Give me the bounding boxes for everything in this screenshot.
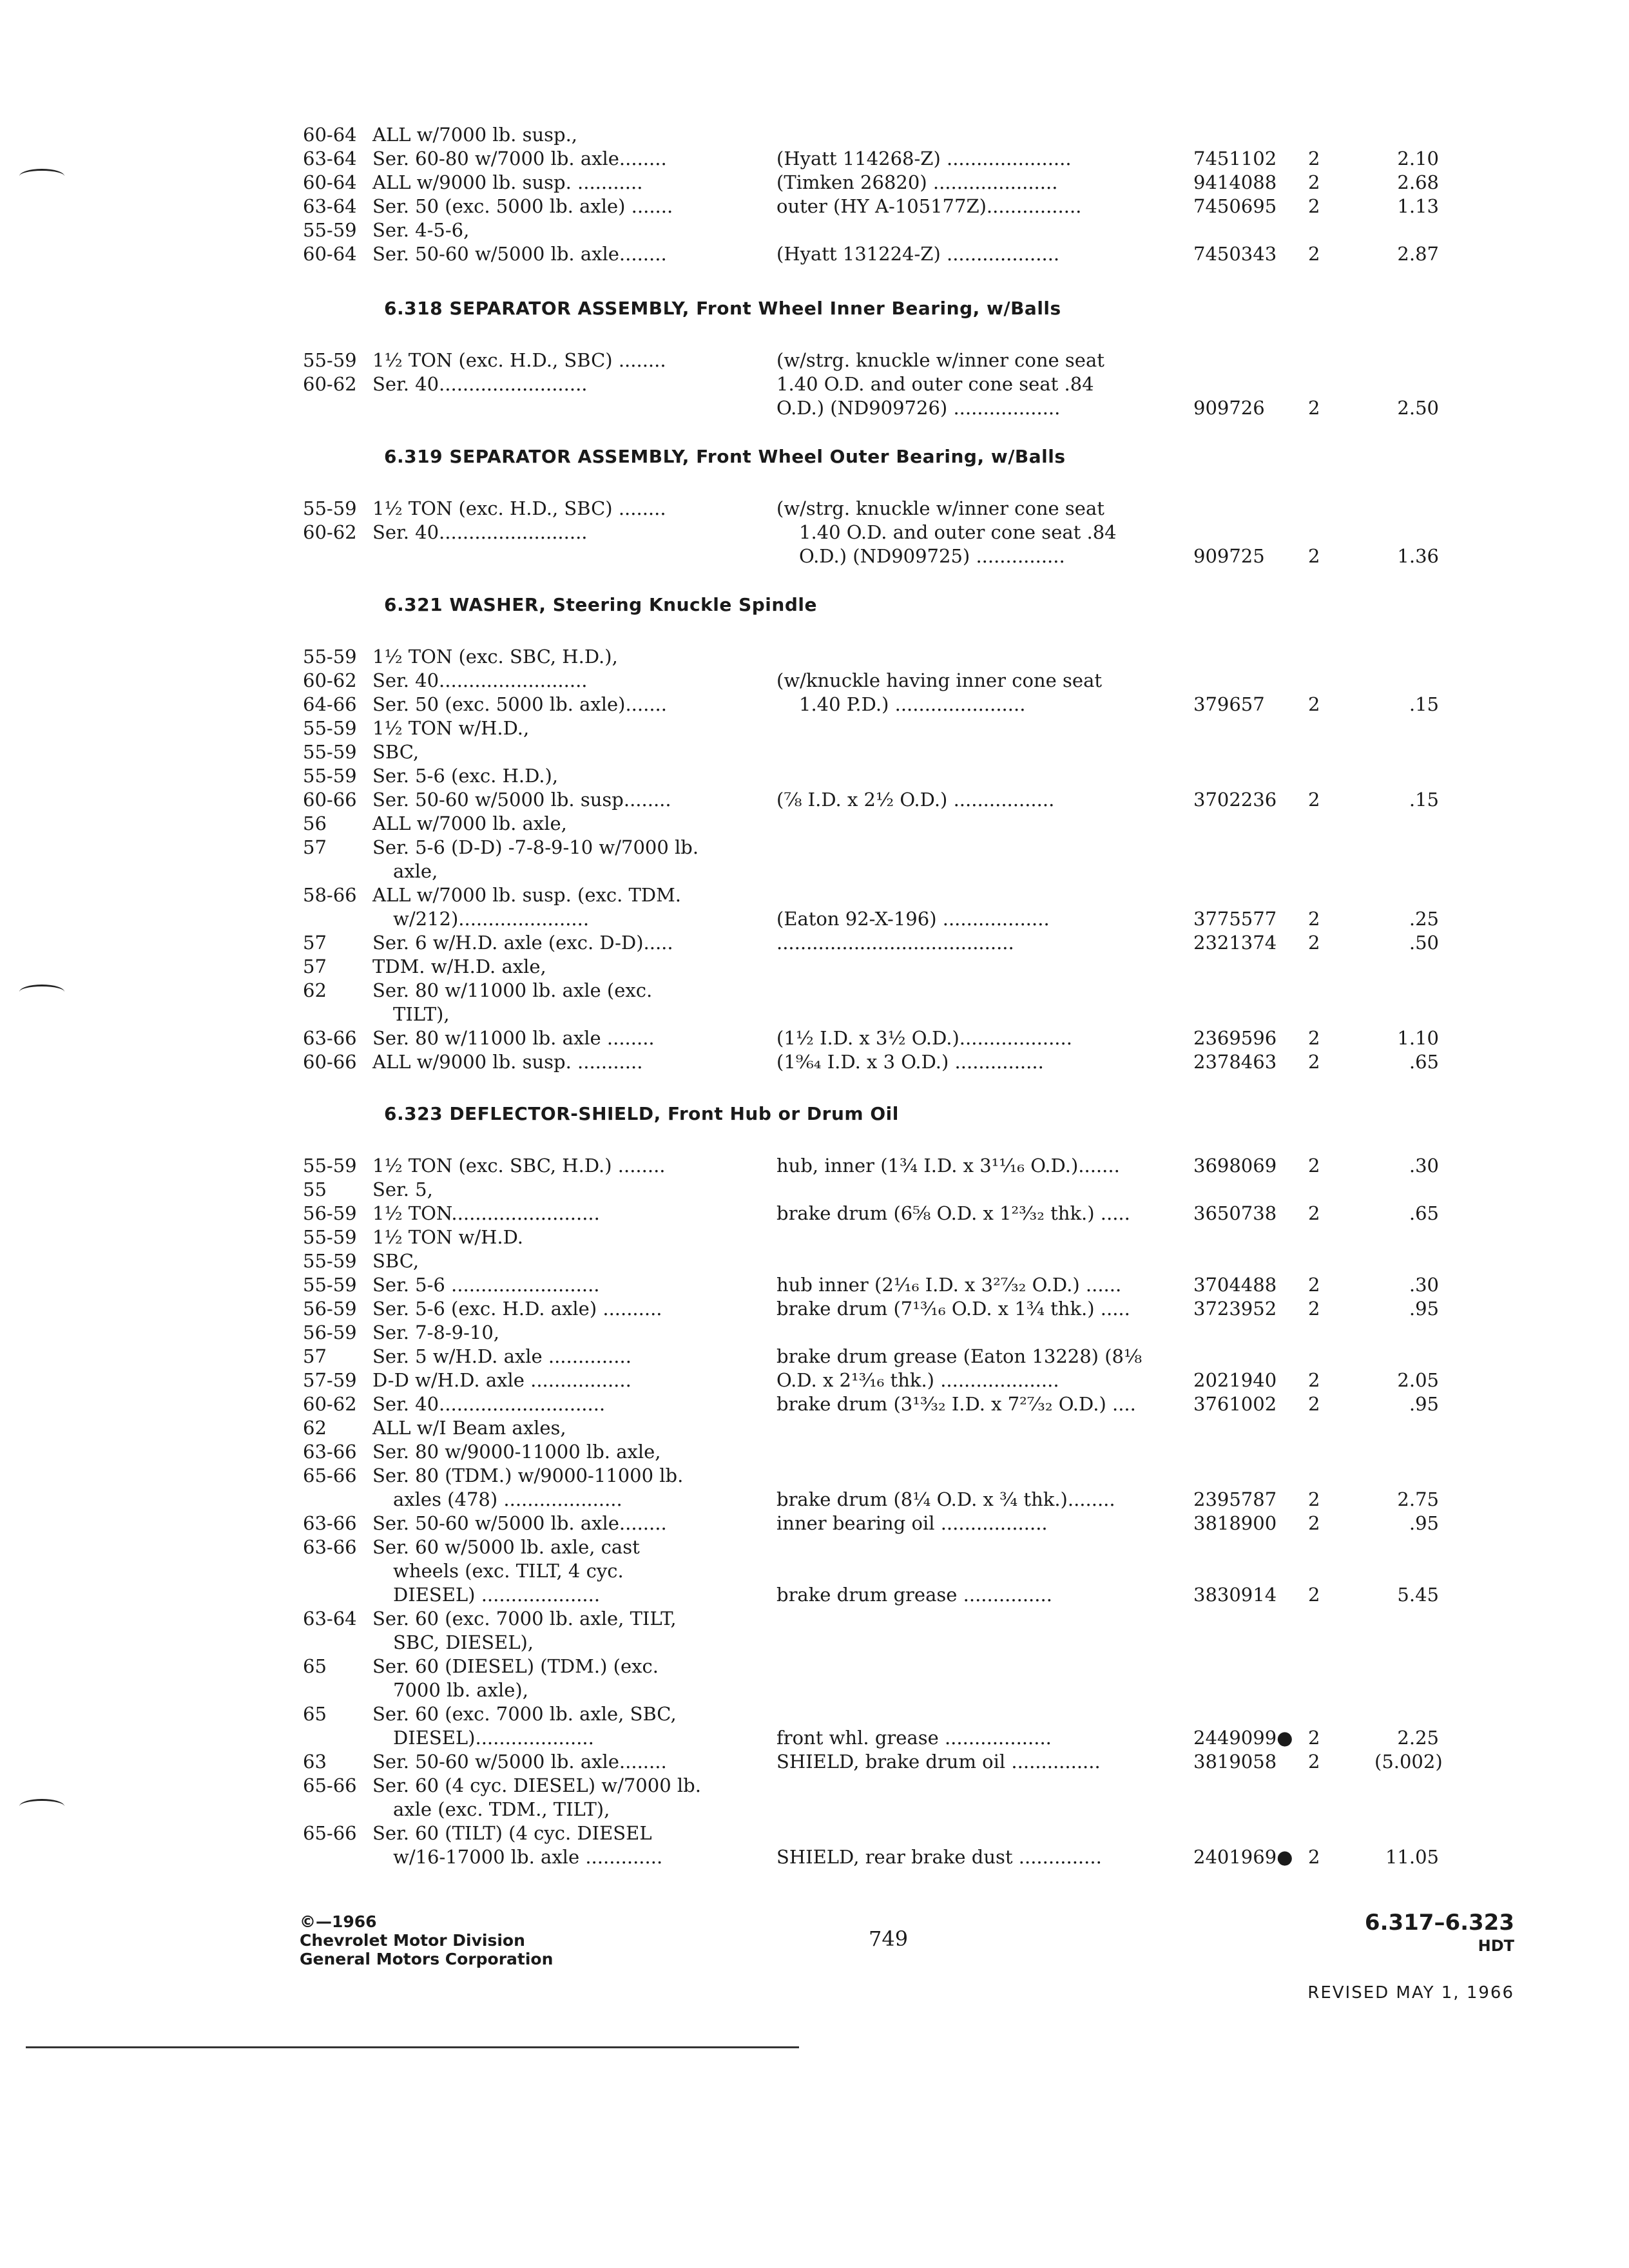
price: 2.87 (1397, 243, 1439, 265)
section-code: HDT (1478, 1937, 1514, 1955)
application: 1½ TON w/H.D. (372, 1226, 524, 1248)
revision-date: REVISED MAY 1, 1966 (1307, 1983, 1514, 2003)
table-row (0, 1702, 1629, 1726)
application: axles (478) .................... (393, 1488, 622, 1510)
table-row (0, 716, 1629, 740)
year-range: 62 (303, 979, 327, 1001)
price: 11.05 (1385, 1846, 1439, 1868)
description: O.D.) (ND909725) ............... (799, 545, 1065, 567)
quantity: 2 (1308, 1202, 1320, 1224)
year-range: 56-59 (303, 1321, 357, 1343)
year-range: 57 (303, 932, 327, 954)
year-range: 55-59 (303, 1155, 357, 1177)
table-row (0, 372, 1629, 396)
year-range: 56-59 (303, 1202, 357, 1224)
punch-hole-mark-top (19, 169, 64, 184)
description: brake drum (7¹³⁄₁₆ O.D. x 1¾ thk.) ..... (776, 1298, 1130, 1320)
section-heading: 6.323 DEFLECTOR-SHIELD, Front Hub or Drum Oil (384, 1103, 899, 1124)
table-row (0, 1392, 1629, 1416)
application: Ser. 5 w/H.D. axle .............. (372, 1345, 631, 1367)
quantity: 2 (1308, 1155, 1320, 1177)
year-range: 63-66 (303, 1512, 357, 1534)
quantity: 2 (1308, 693, 1320, 715)
year-range: 60-66 (303, 1051, 357, 1073)
application: Ser. 80 (TDM.) w/9000-11000 lb. (372, 1465, 684, 1486)
quantity: 2 (1308, 1369, 1320, 1391)
price: .95 (1409, 1393, 1439, 1415)
application: axle, (393, 860, 438, 882)
year-range: 55-59 (303, 741, 357, 763)
table-row (0, 1177, 1629, 1202)
description: hub, inner (1¾ I.D. x 3¹¹⁄₁₆ O.D.)....... (776, 1155, 1120, 1177)
application: ALL w/7000 lb. susp., (372, 124, 578, 146)
price: 2.05 (1397, 1369, 1439, 1391)
year-range: 55-59 (303, 765, 357, 787)
section-range: 6.317–6.323 (1364, 1910, 1514, 1936)
table-row (0, 1797, 1629, 1821)
year-range: 57-59 (303, 1369, 357, 1391)
quantity: 2 (1308, 1027, 1320, 1049)
copyright-text: ©—1966 (300, 1912, 377, 1931)
table-row (0, 1344, 1629, 1369)
table-row (0, 544, 1629, 568)
application: Ser. 80 w/11000 lb. axle (exc. (372, 979, 653, 1001)
part-number: 909725 (1193, 545, 1265, 567)
table-row (0, 1002, 1629, 1026)
table-row (0, 1320, 1629, 1345)
application: 1½ TON w/H.D., (372, 717, 530, 739)
application: DIESEL).................... (393, 1727, 594, 1749)
application: Ser. 50-60 w/5000 lb. susp........ (372, 789, 671, 811)
description: O.D. x 2¹³⁄₁₆ thk.) .................... (776, 1369, 1059, 1391)
description: (w/strg. knuckle w/inner cone seat (776, 497, 1104, 519)
year-range: 55-59 (303, 1226, 357, 1248)
table-row (0, 1225, 1629, 1249)
section-heading: 6.321 WASHER, Steering Knuckle Spindle (384, 594, 817, 615)
description: SHIELD, brake drum oil ............... (776, 1751, 1101, 1773)
application: ALL w/9000 lb. susp. ........... (372, 1051, 643, 1073)
table-row (0, 1487, 1629, 1512)
footer-publisher (300, 1912, 553, 1968)
price: 1.13 (1397, 195, 1439, 217)
description: (1⁹⁄₆₄ I.D. x 3 O.D.) ............... (776, 1051, 1044, 1073)
price: 2.25 (1397, 1727, 1439, 1749)
year-range: 65 (303, 1655, 327, 1677)
table-row (0, 520, 1629, 544)
quantity: 2 (1308, 932, 1320, 954)
description: brake drum (8¼ O.D. x ¾ thk.)........ (776, 1488, 1115, 1510)
table-row (0, 218, 1629, 242)
price: .50 (1409, 932, 1439, 954)
table-row (0, 194, 1629, 218)
description: (⅞ I.D. x 2½ O.D.) ................. (776, 789, 1055, 811)
part-number: 909726 (1193, 397, 1265, 419)
description: SHIELD, rear brake dust .............. (776, 1846, 1102, 1868)
year-range: 56-59 (303, 1298, 357, 1320)
table-row (0, 1511, 1629, 1535)
year-range: 57 (303, 1345, 327, 1367)
year-range: 63-64 (303, 195, 357, 217)
table-row (0, 122, 1629, 147)
table-row (0, 835, 1629, 860)
table-row (0, 1153, 1629, 1178)
price: 1.10 (1397, 1027, 1439, 1049)
table-row (0, 1416, 1629, 1440)
table-row (0, 978, 1629, 1003)
year-range: 63-66 (303, 1441, 357, 1463)
quantity: 2 (1308, 1274, 1320, 1296)
price: .15 (1409, 693, 1439, 715)
table-row (0, 1678, 1629, 1702)
table-row (0, 1630, 1629, 1655)
table-row (0, 1439, 1629, 1464)
year-range: 63-64 (303, 1608, 357, 1629)
price: .15 (1409, 789, 1439, 811)
year-range: 55-59 (303, 1274, 357, 1296)
application: SBC, (372, 741, 419, 763)
table-row (0, 496, 1629, 521)
quantity: 2 (1308, 1051, 1320, 1073)
price: (5.002) (1374, 1751, 1443, 1773)
part-number: 3723952 (1193, 1298, 1277, 1320)
table-row (0, 1773, 1629, 1798)
quantity: 2 (1308, 148, 1320, 169)
year-range: 57 (303, 836, 327, 858)
description: (Timken 26820) ..................... (776, 171, 1058, 193)
table-row (0, 1026, 1629, 1050)
punch-hole-mark-bottom (19, 1799, 64, 1814)
bottom-rule (26, 2046, 799, 2048)
description: (w/knuckle having inner cone seat (776, 669, 1103, 691)
description: inner bearing oil .................. (776, 1512, 1048, 1534)
year-range: 55-59 (303, 1250, 357, 1272)
table-row (0, 1463, 1629, 1488)
quantity: 2 (1308, 1727, 1320, 1749)
year-range: 63-66 (303, 1536, 357, 1558)
table-row (0, 644, 1629, 669)
application: Ser. 50-60 w/5000 lb. axle........ (372, 1751, 667, 1773)
description: outer (HY A-105177Z)................ (776, 195, 1082, 217)
application: ALL w/7000 lb. susp. (exc. TDM. (372, 884, 682, 906)
application: Ser. 50 (exc. 5000 lb. axle)....... (372, 693, 667, 715)
application: Ser. 60 w/5000 lb. axle, cast (372, 1536, 640, 1558)
year-range: 56 (303, 812, 327, 834)
quantity: 2 (1308, 1846, 1320, 1868)
application: ALL w/I Beam axles, (372, 1417, 566, 1439)
description: brake drum grease ............... (776, 1584, 1052, 1606)
application: Ser. 60-80 w/7000 lb. axle........ (372, 148, 667, 169)
part-number: 2395787 (1193, 1488, 1277, 1510)
year-range: 55-59 (303, 646, 357, 668)
application: Ser. 60 (4 cyc. DIESEL) w/7000 lb. (372, 1774, 701, 1796)
year-range: 55-59 (303, 717, 357, 739)
section-heading: 6.319 SEPARATOR ASSEMBLY, Front Wheel Outer Bearing, w/Balls (384, 446, 1066, 467)
description: brake drum (6⅝ O.D. x 1²³⁄₃₂ thk.) ..... (776, 1202, 1130, 1224)
quantity: 2 (1308, 1584, 1320, 1606)
application: w/212)...................... (393, 908, 590, 930)
part-number: 2021940 (1193, 1369, 1277, 1391)
year-range: 60-62 (303, 1393, 357, 1415)
price: .95 (1409, 1512, 1439, 1534)
application: Ser. 7-8-9-10, (372, 1321, 500, 1343)
application: wheels (exc. TILT, 4 cyc. (393, 1560, 624, 1582)
table-row (0, 1654, 1629, 1678)
part-number: 3761002 (1193, 1393, 1277, 1415)
application: Ser. 5-6 ......................... (372, 1274, 600, 1296)
description: 1.40 O.D. and outer cone seat .84 (776, 373, 1094, 395)
part-number: 7450695 (1193, 195, 1277, 217)
year-range: 65-66 (303, 1774, 357, 1796)
price: 2.75 (1397, 1488, 1439, 1510)
application: 1½ TON (exc. SBC, H.D.) ........ (372, 1155, 666, 1177)
part-number: 3650738 (1193, 1202, 1277, 1224)
application: Ser. 40......................... (372, 669, 588, 691)
description: O.D.) (ND909726) .................. (776, 397, 1061, 419)
description: (w/strg. knuckle w/inner cone seat (776, 349, 1104, 371)
table-row (0, 883, 1629, 907)
price: .30 (1409, 1155, 1439, 1177)
description: 1.40 P.D.) ...................... (799, 693, 1026, 715)
table-row (0, 930, 1629, 955)
description: brake drum (3¹³⁄₃₂ I.D. x 7²⁷⁄₃₂ O.D.) .... (776, 1393, 1136, 1415)
application: Ser. 40............................ (372, 1393, 606, 1415)
quantity: 2 (1308, 1393, 1320, 1415)
application: ALL w/7000 lb. axle, (372, 812, 567, 834)
part-number: 3830914 (1193, 1584, 1277, 1606)
table-row (0, 1821, 1629, 1845)
part-number: 3775577 (1193, 908, 1277, 930)
year-range: 63-64 (303, 148, 357, 169)
application: Ser. 5-6 (exc. H.D.), (372, 765, 559, 787)
year-range: 60-64 (303, 171, 357, 193)
year-range: 55-59 (303, 349, 357, 371)
table-row (0, 1050, 1629, 1074)
price: .65 (1409, 1051, 1439, 1073)
part-number: 2321374 (1193, 932, 1277, 954)
table-row (0, 1201, 1629, 1225)
division-name: Chevrolet Motor Division (300, 1931, 525, 1950)
application: Ser. 50 (exc. 5000 lb. axle) ....... (372, 195, 673, 217)
part-number: 7451102 (1193, 148, 1277, 169)
application: Ser. 60 (TILT) (4 cyc. DIESEL (372, 1822, 652, 1844)
quantity: 2 (1308, 1751, 1320, 1773)
table-row (0, 1725, 1629, 1750)
description: hub inner (2¹⁄₁₆ I.D. x 3²⁷⁄₃₂ O.D.) ...... (776, 1274, 1122, 1296)
application: 7000 lb. axle), (393, 1679, 528, 1701)
application: Ser. 5-6 (D-D) -7-8-9-10 w/7000 lb. (372, 836, 699, 858)
year-range: 65 (303, 1703, 327, 1725)
table-row (0, 1559, 1629, 1583)
page-number: 749 (869, 1927, 909, 1951)
application: Ser. 50-60 w/5000 lb. axle........ (372, 243, 667, 265)
year-range: 55 (303, 1178, 327, 1200)
price: 2.50 (1397, 397, 1439, 419)
year-range: 58-66 (303, 884, 357, 906)
table-row (0, 170, 1629, 195)
table-row (0, 692, 1629, 716)
description: front whl. grease .................. (776, 1727, 1052, 1749)
year-range: 60-62 (303, 521, 357, 543)
quantity: 2 (1308, 171, 1320, 193)
price: 1.36 (1397, 545, 1439, 567)
quantity: 2 (1308, 397, 1320, 419)
year-range: 55-59 (303, 219, 357, 241)
part-number: 3819058 (1193, 1751, 1277, 1773)
price: 2.68 (1397, 171, 1439, 193)
part-number: 7450343 (1193, 243, 1277, 265)
application: axle (exc. TDM., TILT), (393, 1798, 610, 1820)
corporation-name: General Motors Corporation (300, 1950, 554, 1968)
application: Ser. 60 (exc. 7000 lb. axle, SBC, (372, 1703, 677, 1725)
part-number: 2449099● (1193, 1727, 1293, 1749)
quantity: 2 (1308, 545, 1320, 567)
price: .30 (1409, 1274, 1439, 1296)
description: (Hyatt 131224-Z) ................... (776, 243, 1060, 265)
quantity: 2 (1308, 908, 1320, 930)
quantity: 2 (1308, 1298, 1320, 1320)
description: ........................................ (776, 932, 1014, 954)
table-row (0, 1535, 1629, 1559)
part-number: 3698069 (1193, 1155, 1277, 1177)
table-row (0, 1606, 1629, 1631)
table-row (0, 242, 1629, 266)
price: .65 (1409, 1202, 1439, 1224)
table-row (0, 1273, 1629, 1297)
table-row (0, 859, 1629, 883)
application: Ser. 60 (exc. 7000 lb. axle, TILT, (372, 1608, 677, 1629)
description: (Eaton 92-X-196) .................. (776, 908, 1050, 930)
year-range: 63 (303, 1751, 327, 1773)
application: TDM. w/H.D. axle, (372, 956, 546, 977)
table-row (0, 348, 1629, 372)
application: SBC, (372, 1250, 419, 1272)
application: Ser. 4-5-6, (372, 219, 470, 241)
year-range: 60-62 (303, 669, 357, 691)
table-row (0, 764, 1629, 788)
application: SBC, DIESEL), (393, 1631, 534, 1653)
application: Ser. 6 w/H.D. axle (exc. D-D)..... (372, 932, 673, 954)
part-number: 3702236 (1193, 789, 1277, 811)
quantity: 2 (1308, 1488, 1320, 1510)
table-row (0, 811, 1629, 836)
table-row (0, 907, 1629, 931)
application: Ser. 60 (DIESEL) (TDM.) (exc. (372, 1655, 659, 1677)
quantity: 2 (1308, 1512, 1320, 1534)
part-number: 2378463 (1193, 1051, 1277, 1073)
application: Ser. 80 w/11000 lb. axle ........ (372, 1027, 655, 1049)
table-row (0, 146, 1629, 171)
application: 1½ TON (exc. H.D., SBC) ........ (372, 497, 666, 519)
description: (1½ I.D. x 3½ O.D.)................... (776, 1027, 1072, 1049)
price: .25 (1409, 908, 1439, 930)
year-range: 65-66 (303, 1465, 357, 1486)
part-number: 3818900 (1193, 1512, 1277, 1534)
table-row (0, 1749, 1629, 1774)
application: D-D w/H.D. axle ................. (372, 1369, 631, 1391)
year-range: 60-64 (303, 124, 357, 146)
application: Ser. 5, (372, 1178, 433, 1200)
application: Ser. 40......................... (372, 521, 588, 543)
application: TILT), (393, 1003, 450, 1025)
application: Ser. 40......................... (372, 373, 588, 395)
year-range: 65-66 (303, 1822, 357, 1844)
table-row (0, 1845, 1629, 1869)
application: w/16-17000 lb. axle ............. (393, 1846, 663, 1868)
description: brake drum grease (Eaton 13228) (8⅛ (776, 1345, 1142, 1367)
punch-hole-mark-middle (19, 985, 64, 999)
application: 1½ TON......................... (372, 1202, 600, 1224)
table-row (0, 1249, 1629, 1273)
table-row (0, 396, 1629, 420)
year-range: 63-66 (303, 1027, 357, 1049)
year-range: 60-66 (303, 789, 357, 811)
part-number: 2401969● (1193, 1846, 1293, 1868)
quantity: 2 (1308, 243, 1320, 265)
application: Ser. 50-60 w/5000 lb. axle........ (372, 1512, 667, 1534)
application: 1½ TON (exc. H.D., SBC) ........ (372, 349, 666, 371)
table-row (0, 954, 1629, 979)
part-number: 379657 (1193, 693, 1265, 715)
description: (Hyatt 114268-Z) ..................... (776, 148, 1072, 169)
year-range: 62 (303, 1417, 327, 1439)
table-row (0, 787, 1629, 812)
table-row (0, 1582, 1629, 1607)
year-range: 60-62 (303, 373, 357, 395)
table-row (0, 1296, 1629, 1321)
table-row (0, 740, 1629, 764)
application: Ser. 80 w/9000-11000 lb. axle, (372, 1441, 661, 1463)
application: Ser. 5-6 (exc. H.D. axle) .......... (372, 1298, 662, 1320)
year-range: 60-64 (303, 243, 357, 265)
quantity: 2 (1308, 195, 1320, 217)
table-row (0, 668, 1629, 693)
price: 5.45 (1397, 1584, 1439, 1606)
price: 2.10 (1397, 148, 1439, 169)
price: .95 (1409, 1298, 1439, 1320)
application: 1½ TON (exc. SBC, H.D.), (372, 646, 618, 668)
part-number: 2369596 (1193, 1027, 1277, 1049)
year-range: 64-66 (303, 693, 357, 715)
quantity: 2 (1308, 789, 1320, 811)
part-number: 3704488 (1193, 1274, 1277, 1296)
section-heading: 6.318 SEPARATOR ASSEMBLY, Front Wheel Inner Bearing, w/Balls (384, 298, 1061, 319)
year-range: 57 (303, 956, 327, 977)
application: ALL w/9000 lb. susp. ........... (372, 171, 643, 193)
part-number: 9414088 (1193, 171, 1277, 193)
description: 1.40 O.D. and outer cone seat .84 (799, 521, 1117, 543)
year-range: 55-59 (303, 497, 357, 519)
application: DIESEL) .................... (393, 1584, 601, 1606)
table-row (0, 1368, 1629, 1392)
